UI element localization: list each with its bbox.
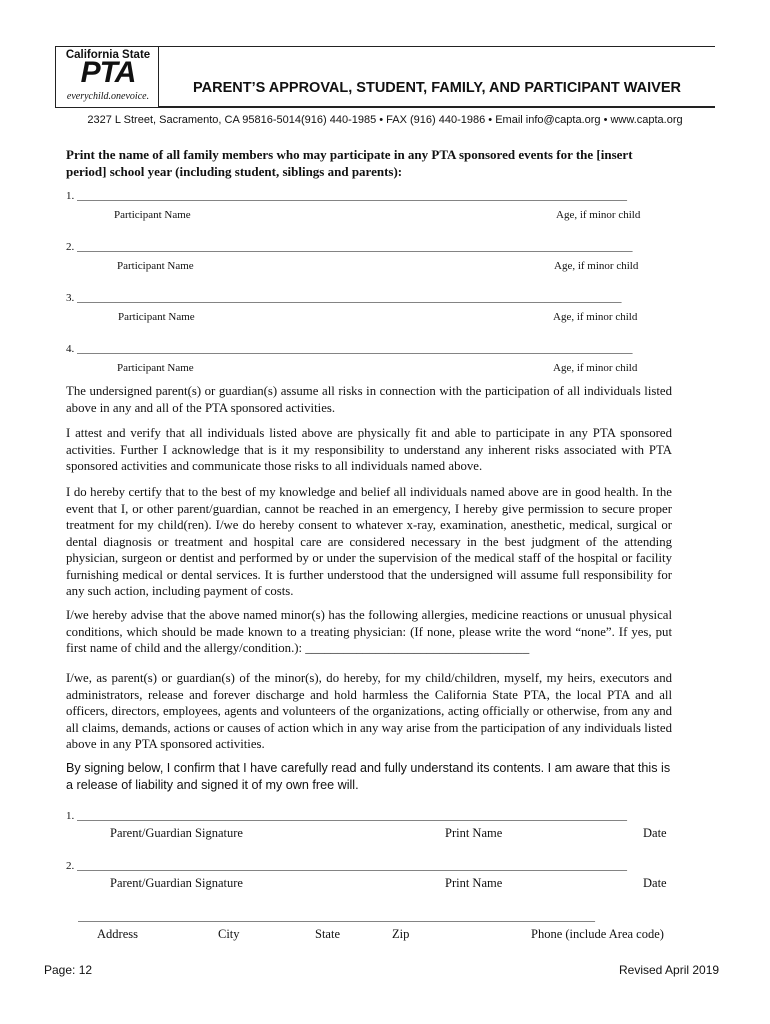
title-underline (159, 106, 715, 108)
participant-3-line[interactable]: ___________________________________________________________________________________________________ (77, 292, 622, 304)
participant-3-number: 3. (66, 292, 75, 304)
address-label: Address (97, 927, 138, 941)
participant-1-line[interactable]: ____________________________________________________________________________________________________ (77, 190, 627, 202)
participant-1-age-label: Age, if minor child (556, 209, 641, 221)
city-label: City (218, 927, 240, 941)
logo-org-name: California State (65, 49, 151, 61)
paragraph-attest-fitness: I attest and verify that all individuals listed above are physically fit and able to participate in any PTA sponsored activities. Further I acknowledge that is it my responsibility to understand any inherent risks associated with PTA sponsored activities and communicate those risks to all individuals named above. (66, 426, 672, 473)
signature-2-number: 2. (66, 860, 75, 872)
signature-2-date-label: Date (643, 876, 667, 890)
participant-1-name-label: Participant Name (114, 209, 191, 221)
phone-label: Phone (include Area code) (531, 927, 664, 941)
address-line[interactable]: ______________________________________________________________________________________________ (78, 911, 595, 923)
pta-logo (55, 46, 159, 108)
participant-4-number: 4. (66, 343, 75, 355)
paragraph-assume-risk: The undersigned parent(s) or guardian(s) assume all risks in connection with the participation of all individuals listed above in any and all of the PTA sponsored activities. (66, 384, 672, 415)
signature-2-print-label: Print Name (445, 876, 503, 890)
signature-1-line[interactable]: ____________________________________________________________________________________________________ (77, 810, 627, 822)
participant-4-name-label: Participant Name (117, 362, 194, 374)
participant-2-number: 2. (66, 241, 75, 253)
participant-4-age-label: Age, if minor child (553, 362, 638, 374)
page-title: PARENT’S APPROVAL, STUDENT, FAMILY, AND PARTICIPANT WAIVER (193, 80, 681, 96)
signature-1-sig-label: Parent/Guardian Signature (110, 826, 243, 840)
revised-date: Revised April 2019 (619, 963, 720, 977)
paragraph-release: I/we, as parent(s) or guardian(s) of the minor(s), do hereby, for my child/children, myself, my heirs, executors and administrators, release and forever discharge and hold harmless the California State PTA, the local PTA and all officers, directors, employees, agents and volunteers of the organizations, acting officially or otherwise, from any and all claims, demands, actions or causes of action which in any way arise from the participation of any individuals listed above in any PTA sponsored activities. (66, 671, 672, 751)
paragraph-confirmation: By signing below, I confirm that I have carefully read and fully understand its contents. I am aware that this is a release of liability and signed it of my own free will. (66, 761, 671, 792)
logo-tagline: everychild.onevoice. (66, 91, 150, 102)
participant-2-line[interactable]: _____________________________________________________________________________________________________ (77, 241, 633, 253)
participant-3-age-label: Age, if minor child (553, 311, 638, 323)
state-label: State (315, 927, 340, 941)
participant-4-line[interactable]: _____________________________________________________________________________________________________ (77, 343, 633, 355)
signature-1-number: 1. (66, 810, 75, 822)
paragraph-allergies: I/we hereby advise that the above named minor(s) has the following allergies, medicine reactions or unusual physical conditions, which should be made known to a treating physician: (If none, please write the word “none”. If yes, put first name of child and the allergy/condition.): ___________________________________ (66, 608, 672, 655)
contact-address: 2327 L Street, Sacramento, CA 95816-5014(916) 440-1985 • FAX (916) 440-1986 • Email info@capta.org • www.capta.org (87, 114, 683, 126)
signature-1-date-label: Date (643, 826, 667, 840)
zip-label: Zip (392, 927, 410, 941)
participant-2-age-label: Age, if minor child (554, 260, 639, 272)
participant-1-number: 1. (66, 190, 75, 202)
participant-2-name-label: Participant Name (117, 260, 194, 272)
signature-2-line[interactable]: ____________________________________________________________________________________________________ (77, 860, 627, 872)
page-number: Page: 12 (44, 963, 93, 977)
signature-1-print-label: Print Name (445, 826, 503, 840)
instructions: Print the name of all family members who may participate in any PTA sponsored events for the [insert period] school year (including student, siblings and parents): (66, 147, 633, 179)
participant-3-name-label: Participant Name (118, 311, 195, 323)
logo-pta-wordmark: PTA (80, 56, 136, 89)
paragraph-medical-consent: I do hereby certify that to the best of my knowledge and belief all individuals named above are in good health. In the event that I, or other parent/guardian, cannot be reached in an emergency, I hereby give permission to secure proper treatment for my child(ren). I/we do hereby consent to whatever x-ray, examination, anesthetic, medical, surgical or dental diagnosis or treatment and hospital care are considered necessary in the best judgment of the attending physician, surgeon or dentist and performed by or under the supervision of the medical staff of the hospital or facility furnishing medical or dental services. It is further understood that the undersigned will assume full responsibility for any such action, including payment of costs. (66, 485, 672, 598)
signature-2-sig-label: Parent/Guardian Signature (110, 876, 243, 890)
